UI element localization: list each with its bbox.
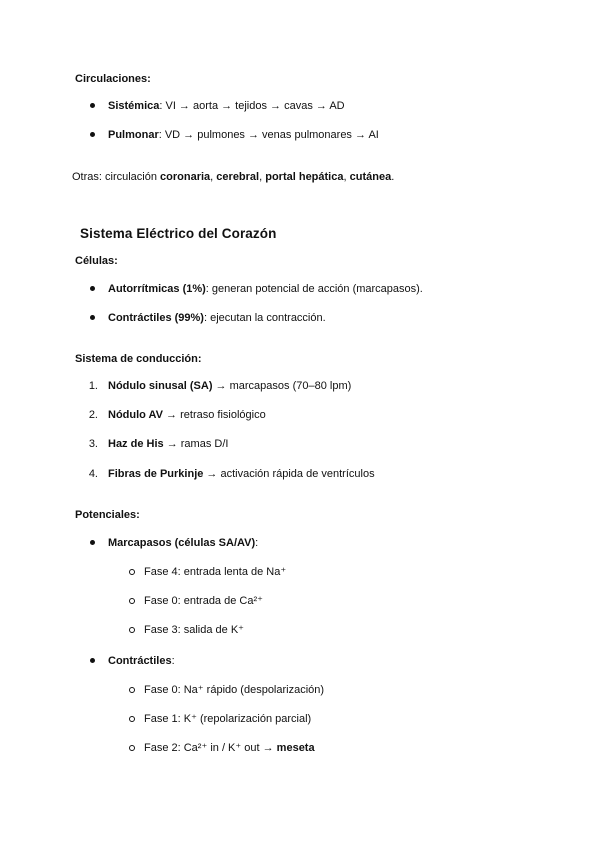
sublist-item: Fase 1: K⁺ (repolarización parcial) — [144, 713, 312, 725]
item-label: meseta — [276, 742, 315, 754]
otras-sep: , — [259, 171, 266, 183]
item-label: Contráctiles (99%) — [108, 312, 204, 324]
sublist-item: Fase 0: entrada de Ca²⁺ — [144, 595, 263, 607]
otras-cerebral: cerebral — [216, 171, 260, 183]
item-label: Sistémica — [108, 100, 160, 112]
item-text: : ejecutan la contracción. — [203, 312, 326, 324]
list-item-sistemica — [108, 99, 345, 113]
list-number: 4. — [88, 468, 98, 480]
list-item-contractiles-potencial — [108, 654, 175, 668]
list-number: 3. — [88, 438, 98, 450]
item-text: → marcapasos (70–80 lpm) — [212, 380, 352, 392]
otras-sep: , — [343, 171, 350, 183]
bullet-circle-icon — [129, 598, 135, 604]
list-item-nodulo-av — [108, 408, 266, 422]
list-number: 1. — [88, 380, 98, 392]
item-text: → ramas D/I — [163, 438, 229, 450]
bullet-dot-icon — [90, 132, 95, 137]
item-label: Fibras de Purkinje — [108, 468, 204, 480]
bullet-circle-icon — [129, 745, 135, 751]
section-heading-potenciales: Potenciales: — [75, 509, 140, 521]
item-text: → activación rápida de ventrículos — [203, 468, 375, 480]
otras-prefix: Otras: circulación — [72, 171, 161, 183]
item-text: : — [171, 655, 175, 667]
bullet-dot-icon — [90, 540, 95, 545]
otras-circulaciones — [72, 170, 394, 184]
bullet-circle-icon — [129, 569, 135, 575]
section-heading-conduccion: Sistema de conducción: — [75, 353, 202, 365]
list-item-pulmonar — [108, 128, 379, 142]
bullet-dot-icon — [90, 315, 95, 320]
section-heading-circulaciones: Circulaciones: — [75, 73, 151, 85]
list-item-contractiles — [108, 311, 326, 325]
list-item-nodulo-sinusal — [108, 379, 351, 393]
otras-portal-hepatica: portal hepática — [265, 171, 344, 183]
item-text: : — [255, 537, 259, 549]
item-label: Autorrítmicas (1%) — [108, 283, 206, 295]
item-label: Pulmonar — [108, 129, 159, 141]
sublist-item: Fase 4: entrada lenta de Na⁺ — [144, 566, 287, 578]
list-item-autorritmicas — [108, 282, 423, 296]
sublist-item: Fase 0: Na⁺ rápido (despolarización) — [144, 684, 325, 696]
item-label: Nódulo AV — [108, 409, 163, 421]
list-item-haz-his — [108, 437, 228, 451]
bullet-dot-icon — [90, 286, 95, 291]
bullet-circle-icon — [129, 716, 135, 722]
item-label: Marcapasos (células SA/AV) — [108, 537, 256, 549]
sublist-item-meseta — [144, 741, 315, 755]
item-label: Contráctiles — [108, 655, 172, 667]
item-label: Haz de His — [108, 438, 164, 450]
item-text: : VI → aorta → tejidos → cavas → AD — [159, 100, 345, 112]
bullet-dot-icon — [90, 103, 95, 108]
bullet-circle-icon — [129, 627, 135, 633]
list-item-purkinje — [108, 467, 375, 481]
list-item-marcapasos — [108, 536, 258, 550]
otras-end: . — [391, 171, 395, 183]
section-heading-celulas: Células: — [75, 255, 118, 267]
list-number: 2. — [88, 409, 98, 421]
otras-sep: , — [210, 171, 217, 183]
otras-cutanea: cutánea — [349, 171, 392, 183]
bullet-dot-icon — [90, 658, 95, 663]
section-title-sistema-electrico: Sistema Eléctrico del Corazón — [80, 226, 277, 241]
sublist-item: Fase 3: salida de K⁺ — [144, 624, 244, 636]
item-text: Fase 2: Ca²⁺ in / K⁺ out → — [144, 742, 277, 754]
item-label: Nódulo sinusal (SA) — [108, 380, 213, 392]
item-text: : generan potencial de acción (marcapasos). — [205, 283, 423, 295]
item-text: → retraso fisiológico — [163, 409, 266, 421]
otras-coronaria: coronaria — [160, 171, 211, 183]
item-text: : VD → pulmones → venas pulmonares → AI — [158, 129, 379, 141]
bullet-circle-icon — [129, 687, 135, 693]
